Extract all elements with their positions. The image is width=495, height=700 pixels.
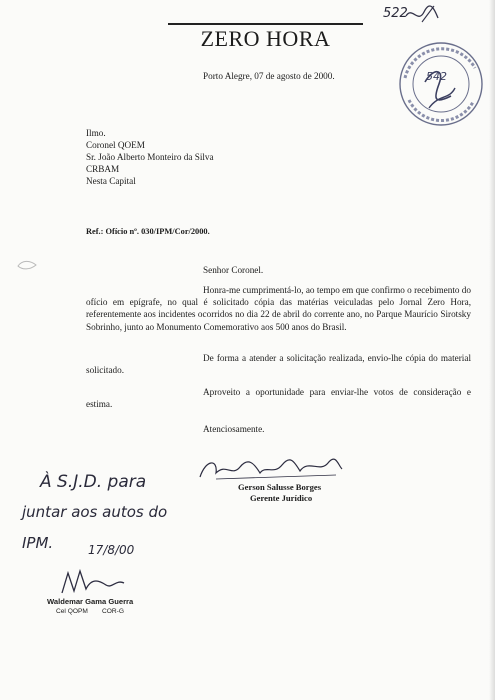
recipient-line-2: Coronel QOEM (86, 140, 145, 150)
masthead-logo: ZERO HORA (200, 26, 331, 51)
salutation: Senhor Coronel. (203, 265, 264, 275)
recipient-line-1: Ilmo. (86, 128, 106, 138)
reference-line: Ref.: Ofício nº. 030/IPM/Cor/2000. (86, 227, 210, 236)
footer-signer-rank: Cel QOPM (56, 608, 88, 615)
handwritten-note-line-2: juntar aos autos do (22, 503, 168, 521)
closing: Atenciosamente. (203, 424, 265, 434)
recipient-line-3: Sr. João Alberto Monteiro da Silva (86, 152, 214, 162)
circular-stamp (395, 38, 487, 130)
footer-signer-unit: COR-G (102, 608, 124, 615)
margin-mark (16, 258, 38, 272)
handwritten-note-date: 17/8/00 (88, 543, 135, 557)
body-paragraph-3: Aproveito a oportunidade para enviar-lhe votos de consideração e estima. (86, 387, 471, 410)
footer-signature (58, 567, 128, 597)
body-paragraph-2: De forma a atender a solicitação realizada, envio-lhe cópia do material solicitado. (86, 353, 471, 376)
place-date: Porto Alegre, 07 de agosto de 2000. (203, 71, 335, 81)
signer-name: Gerson Salusse Borges (238, 482, 322, 492)
corner-handwritten-note: 522 (383, 6, 408, 21)
body-paragraph-1: Honra-me cumprimentá-lo, ao tempo em que confirmo o recebimento do ofício em epígrafe, no qual é solicitado cópia das matérias veiculadas pelo Jornal Zero Hora, referentemente aos incidentes ocorridos no dia 22 de abril do corrente ano, no Parque Maurício Sirotsky Sobrinho, junto ao Monumento Comemorativo aos 500 anos do Brasil. (86, 285, 471, 332)
signer-title: Gerente Jurídico (250, 493, 313, 503)
corner-squiggle-mark (404, 4, 442, 26)
stamp-number: 542 (426, 70, 447, 83)
handwritten-note-line-3: IPM. (22, 534, 54, 552)
recipient-line-5: Nesta Capital (86, 176, 136, 186)
page-edge-shadow (489, 0, 495, 700)
masthead-rule (168, 23, 363, 25)
footer-signer-name: Waldemar Gama Guerra (47, 597, 134, 606)
recipient-line-4: CRBAM (86, 164, 120, 174)
handwritten-note-line-1: À S.J.D. para (40, 472, 147, 492)
